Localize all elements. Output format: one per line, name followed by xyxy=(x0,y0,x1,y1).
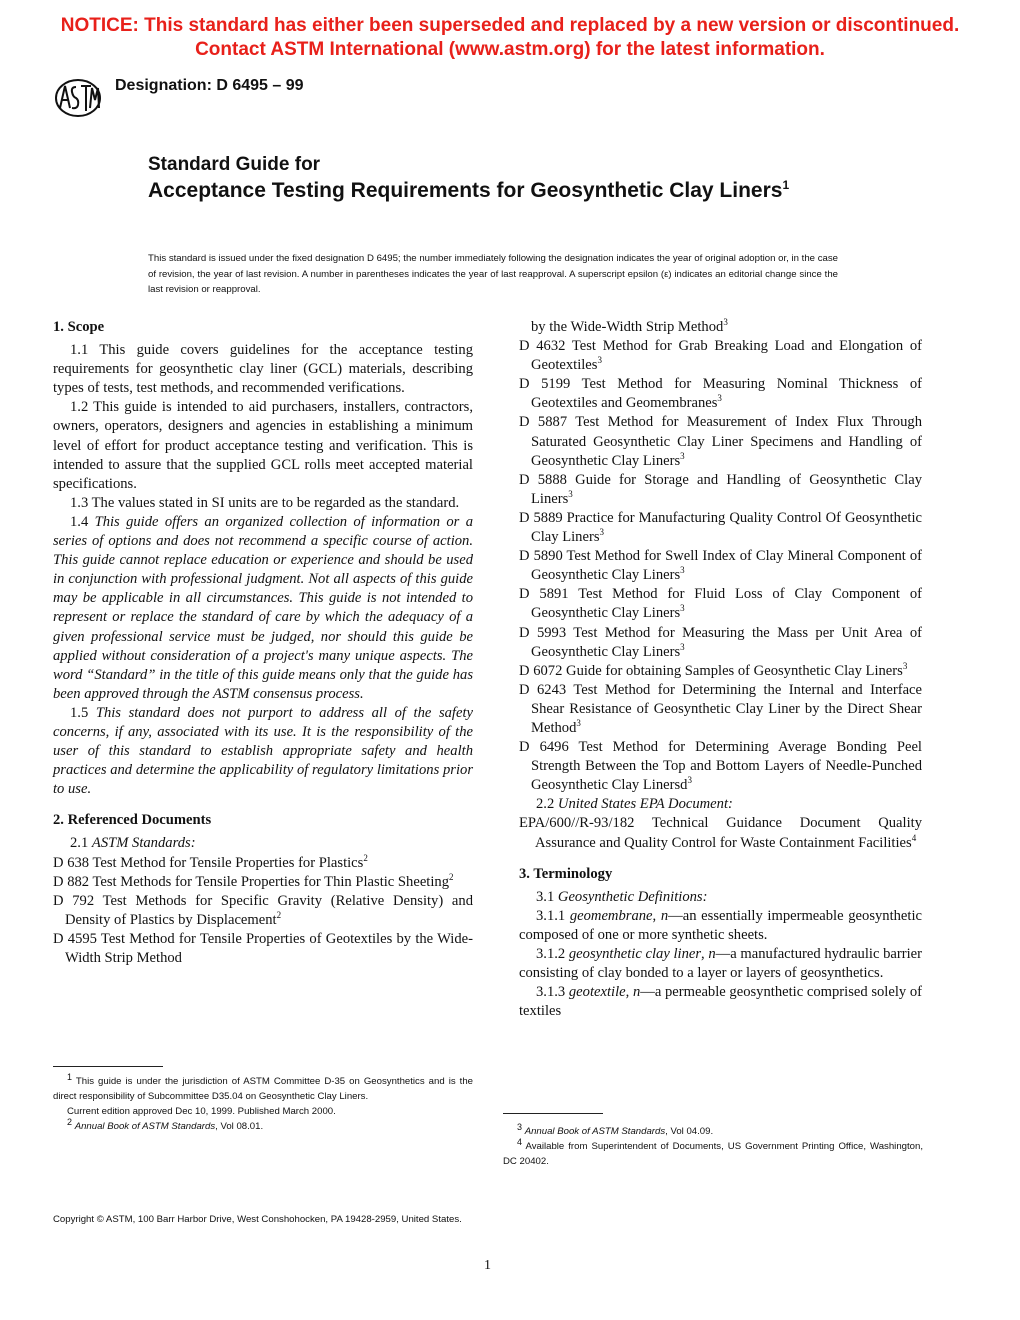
copyright: Copyright © ASTM, 100 Barr Harbor Drive, West Conshohocken, PA 19428-2959, United States. xyxy=(53,1214,462,1225)
reference-item xyxy=(519,624,922,662)
footnote-ref: 3 xyxy=(568,488,573,499)
footnote-ref: 3 xyxy=(680,641,685,652)
part-of-speech: n xyxy=(708,946,716,962)
defined-term: geomembrane xyxy=(569,907,653,924)
reference-text: D 4632 Test Method for Grab Breaking Load and Elongation of Geotextiles xyxy=(519,338,922,374)
scope-para: 1.2 This guide is intended to aid purchasers, installers, contractors, owners, operators, designers and agencies in establishing a minimum level of effort for product acceptance testing and verification. This is intended to assure that the supplied GCL rolls meet accepted material specifications. xyxy=(53,399,473,492)
para-number: 3.1 xyxy=(536,888,555,905)
reference-text: D 5891 Test Method for Fluid Loss of Clay Component of Geosynthetic Clay Liners xyxy=(519,586,922,622)
footnote: Current edition approved Dec 10, 1999. Published March 2000. xyxy=(67,1106,336,1117)
para-number: 1.4 xyxy=(70,513,89,530)
footnote-ref: 3 xyxy=(717,393,722,404)
subsection-title: ASTM Standards: xyxy=(91,835,196,852)
notice-line-2: Contact ASTM International (www.astm.org) for the latest information. xyxy=(195,39,825,60)
reference-text: D 638 Test Method for Tensile Properties for Plastics xyxy=(53,854,364,871)
reference-item xyxy=(519,471,922,509)
footnote-ref: 3 xyxy=(599,527,604,538)
left-column xyxy=(53,318,473,968)
defined-term: geotextile xyxy=(568,984,626,1001)
para-number: 3.1.1 xyxy=(536,907,566,924)
footnote-ref: 3 xyxy=(902,660,908,671)
footnote-text: Available from Superintendent of Documents, US Government Printing Office, Washington, DC 20402. xyxy=(503,1141,923,1167)
section-heading-terminology: 3. Terminology xyxy=(519,865,613,882)
footnote-text: , Vol 08.01. xyxy=(215,1121,264,1132)
footnote xyxy=(53,1071,473,1104)
reference-text: D 5890 Test Method for Swell Index of Clay Mineral Component of Geosynthetic Clay Liners xyxy=(519,548,922,584)
footnote-text: , Vol 04.09. xyxy=(665,1126,714,1137)
reference-item xyxy=(53,930,473,968)
definition: 3.1.2 geosynthetic clay liner, n—a manufactured hydraulic barrier consisting of clay bonded to a layer or layers of geosynthetics. xyxy=(519,946,922,982)
reference-item xyxy=(519,662,922,681)
reference-text: D 5888 Guide for Storage and Handling of Geosynthetic Clay Liners xyxy=(519,471,922,507)
subsection-title: Geosynthetic Definitions: xyxy=(557,888,708,905)
scope-para xyxy=(53,704,473,799)
reference-text: D 882 Test Methods for Tensile Properties for Thin Plastic Sheeting xyxy=(53,873,449,890)
footnote-number: 2 xyxy=(67,1116,73,1127)
page-number: 1 xyxy=(484,1258,491,1273)
designation: Designation: D 6495 – 99 xyxy=(115,77,304,94)
reference-item-continued: by the Wide-Width Strip Method$^3$ xyxy=(531,317,728,335)
para-text: This guide offers an organized collection of information or a series of options and does not recommend a specific course of action. This guide cannot replace education or experience and should be used in conjunction with professional judgment. Not all aspects of this guide may be applicable in all circumstances. This guide is not intended to represent or replace the standard of care by which the adequacy of a given professional service must be judged, nor should this guide be applied without consideration of a project's many unique aspects. The word “Standard” in the title of this guide means only that the guide has been approved through the ASTM consensus process. xyxy=(53,513,473,702)
footnote-number: 1 xyxy=(67,1071,73,1082)
section-heading-scope: 1. Scope xyxy=(53,319,105,335)
footnote-ref: 3 xyxy=(680,603,685,614)
para-number: 1.5 xyxy=(70,704,89,721)
reference-text: D 5889 Practice for Manufacturing Quality Control Of Geosynthetic Clay Liners xyxy=(519,509,922,546)
footnote-ref: 2 xyxy=(276,909,282,920)
reference-text: D 5199 Test Method for Measuring Nominal Thickness of Geotextiles and Geomembranes xyxy=(519,376,922,412)
footnote-ref: 2 xyxy=(363,852,368,863)
reference-text: EPA/600//R-93/182 Technical Guidance Document Quality Assurance and Quality Control for Waste Containment Facilities xyxy=(519,815,922,851)
subsection-heading xyxy=(53,834,473,853)
footnote xyxy=(503,1121,923,1139)
footnote-book-title: Annual Book of ASTM Standards xyxy=(74,1121,216,1132)
reference-item xyxy=(519,681,922,738)
footnote-ref: 4 xyxy=(911,832,917,843)
reference-text: D 6072 Guide for obtaining Samples of Geosynthetic Clay Liners xyxy=(519,662,903,679)
footnote-ref: 3 xyxy=(576,718,581,729)
reference-text: D 6496 Test Method for Determining Average Bonding Peel Strength Between the Top and Bottom Layers of Needle-Punched Geosynthetic Clay Linersd xyxy=(519,739,922,794)
defined-term: geosynthetic clay liner xyxy=(568,946,702,962)
footnote xyxy=(503,1136,923,1169)
footnote xyxy=(53,1116,473,1134)
reference-item xyxy=(519,509,922,547)
footnote-text: This guide is under the jurisdiction of ASTM Committee D-35 on Geosynthetics and is the direct responsibility of Subcommittee D35.04 on Geosynthetic Clay Liners. xyxy=(53,1076,473,1102)
subsection-heading xyxy=(519,795,922,814)
intro-paragraph: This standard is issued under the fixed designation D 6495; the number immediately following the designation indicates the year of original adoption or, in the case of revision, the year of last revision. A number in parentheses indicates the year of last reapproval. A superscript epsilon (ε) indicates an editorial change since the last revision or reapproval. xyxy=(148,253,838,295)
footnote-book-title: Annual Book of ASTM Standards xyxy=(524,1126,666,1137)
reference-text: D 4595 Test Method for Tensile Properties of Geotextiles by the Wide-Width Strip Method xyxy=(53,930,473,966)
para-text: This standard does not purport to address all of the safety concerns, if any, associated with its use. It is the responsibility of the user of this standard to establish appropriate safety and health practices and determine the applicability of regulatory limitations prior to use. xyxy=(53,704,473,798)
definition-text: —a manufactured hydraulic barrier consisting of clay bonded to a layer or layers of geosynthetics. xyxy=(519,946,922,982)
reference-item xyxy=(53,892,473,930)
reference-item xyxy=(519,814,922,852)
subsection-heading xyxy=(519,888,922,907)
footnote-divider xyxy=(53,1066,163,1067)
definition-text: —a permeable geosynthetic comprised solely of textiles xyxy=(519,984,923,1020)
para-number: 2.1 xyxy=(70,835,89,852)
footnote-ref: 3 xyxy=(597,355,602,366)
title-footnote-ref: 1 xyxy=(782,178,790,192)
page-title xyxy=(148,178,848,203)
title-line-1: Standard Guide for xyxy=(148,154,321,175)
scope-para: 1.1 This guide covers guidelines for the acceptance testing requirements for geosynthetic clay liner (GCL) materials, describing types of tests, test methods, and recommended verifications. xyxy=(53,342,473,397)
para-number: 3.1.2 xyxy=(536,946,566,962)
reference-text: D 6243 Test Method for Determining the Internal and Interface Shear Resistance of Geosynthetic Clay Liner by the Direct Shear Method xyxy=(519,681,922,736)
reference-item xyxy=(519,738,922,795)
definition: 3.1.1 geomembrane, n—an essentially impermeable geosynthetic composed of one or more synthetic sheets. xyxy=(519,907,923,943)
scope-para: 1.3 The values stated in SI units are to be regarded as the standard. xyxy=(70,494,460,511)
reference-text: D 5887 Test Method for Measurement of Index Flux Through Saturated Geosynthetic Clay Liner Specimens and Handling of Geosynthetic Clay Liners xyxy=(519,414,922,469)
definition: 3.1.3 geotextile, n—a permeable geosynthetic comprised solely of textiles xyxy=(519,984,923,1020)
footnote-divider xyxy=(503,1113,603,1114)
reference-item xyxy=(519,413,922,470)
para-number: 2.2 xyxy=(536,796,555,813)
reference-item xyxy=(519,337,922,375)
section-heading-referenced-documents: 2. Referenced Documents xyxy=(53,812,212,829)
reference-text: D 5993 Test Method for Measuring the Mass per Unit Area of Geosynthetic Clay Liners xyxy=(519,624,922,660)
para-number: 3.1.3 xyxy=(536,984,566,1001)
footnote-ref: 2 xyxy=(449,871,454,882)
astm-logo-icon xyxy=(54,78,102,118)
reference-item xyxy=(519,585,922,623)
part-of-speech: n xyxy=(660,907,669,924)
part-of-speech: n xyxy=(632,984,641,1001)
footnotes-left xyxy=(53,1071,473,1134)
reference-item xyxy=(53,854,473,873)
right-column xyxy=(519,318,922,1021)
reference-item xyxy=(53,873,473,892)
definition-text: —an essentially impermeable geosynthetic composed of one or more synthetic sheets. xyxy=(519,907,923,943)
footnotes-right xyxy=(503,1121,923,1169)
notice-banner xyxy=(0,14,1020,62)
footnote-ref: 3 xyxy=(680,450,685,461)
footnote-number: 4 xyxy=(517,1136,523,1147)
title-main: Acceptance Testing Requirements for Geosynthetic Clay Liners xyxy=(148,179,783,202)
footnote-ref: 3 xyxy=(723,317,728,328)
footnote-ref: 3 xyxy=(680,565,685,576)
reference-item xyxy=(519,547,922,585)
scope-para xyxy=(53,513,473,704)
footnote-number: 3 xyxy=(517,1121,523,1132)
reference-item xyxy=(519,375,922,413)
subsection-title: United States EPA Document: xyxy=(557,796,733,813)
notice-line-1: NOTICE: This standard has either been superseded and replaced by a new version or discontinued. xyxy=(60,15,960,36)
footnote-ref: 3 xyxy=(687,775,692,786)
reference-text: D 792 Test Methods for Specific Gravity (Relative Density) and Density of Plastics by Displacement xyxy=(53,892,473,928)
